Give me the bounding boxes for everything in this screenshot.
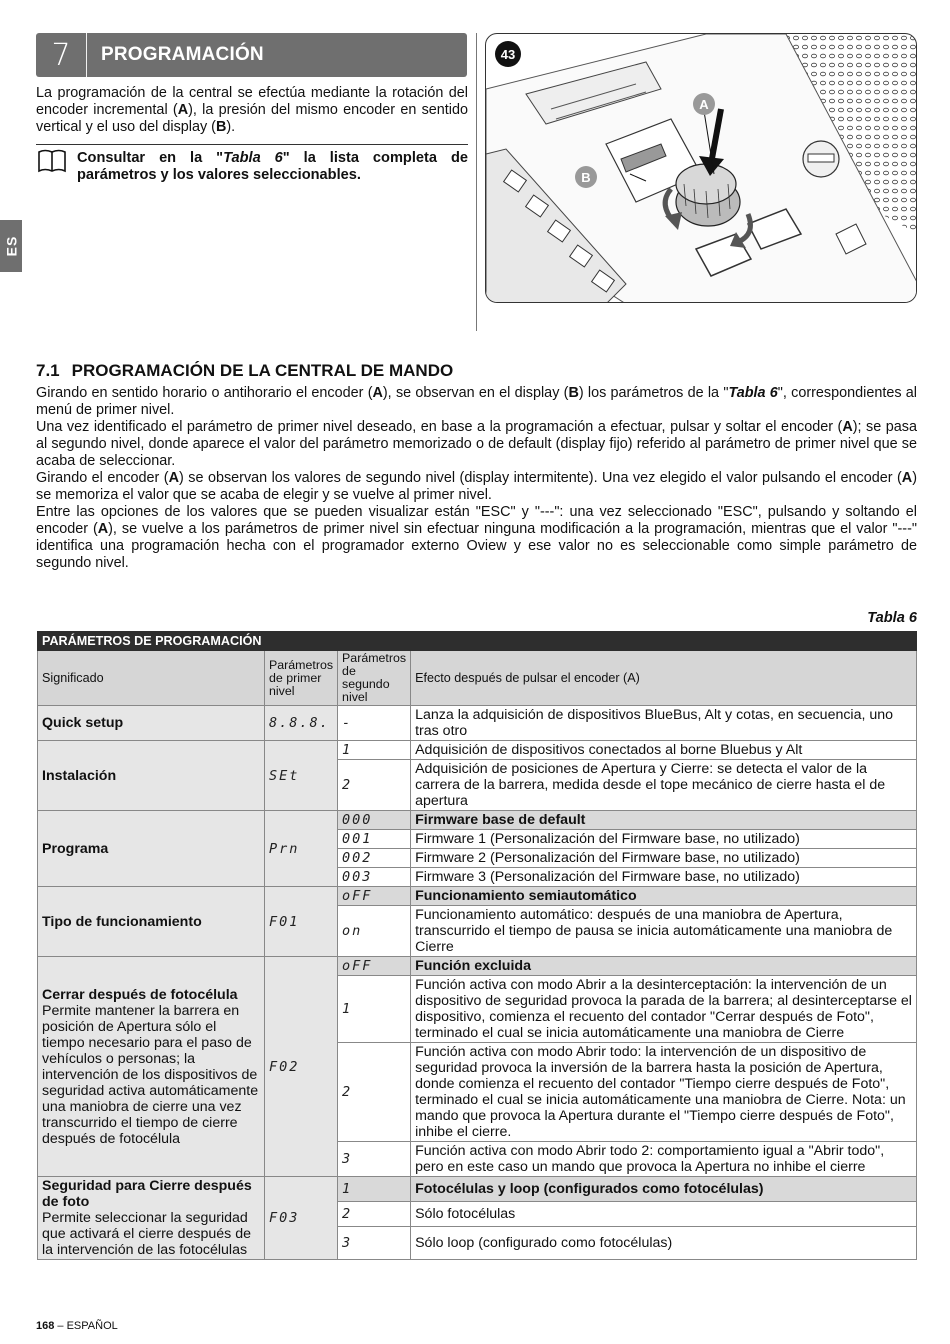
col-effect: Efecto después de pulsar el encoder (A) [411, 651, 917, 706]
param-effect: Sólo loop (configurado como fotocélulas) [411, 1227, 917, 1260]
param-effect: Firmware 2 (Personalización del Firmware base, no utilizado) [411, 849, 917, 868]
param-effect: Firmware 1 (Personalización del Firmware base, no utilizado) [411, 830, 917, 849]
param-value: 000 [338, 811, 411, 830]
param-name: Cerrar después de fotocélula Permite mantener la barrera en posición de Apertura sólo el tiempo necesario para el paso de vehículos o personas; la intervención de los dispositivos de seguridad activa automáticamente una maniobra de cierre una vez transcurrido el tiempo de cierre después de fotocélula [38, 957, 265, 1177]
param-value: 002 [338, 849, 411, 868]
param-value: 1 [338, 976, 411, 1043]
param-value: 1 [338, 1177, 411, 1202]
param-code: SEt [265, 741, 338, 811]
col-meaning: Significado [38, 651, 265, 706]
param-value: 2 [338, 1202, 411, 1227]
label-b: B [581, 170, 591, 185]
footer-language: – ESPAÑOL [57, 1320, 118, 1332]
param-value: 3 [338, 1227, 411, 1260]
param-name: Instalación [38, 741, 265, 811]
intro-paragraph: La programación de la central se efectúa mediante la rotación del encoder incremental (A), la presión del mismo encoder en sentido vertical y el uso del display (B). [36, 85, 468, 135]
table-row [38, 887, 917, 906]
param-effect: Fotocélulas y loop (configurados como fotocélulas) [411, 1177, 917, 1202]
param-value: 2 [338, 1043, 411, 1142]
table-caption: Tabla 6 [867, 610, 917, 626]
body-paragraph-4: Entre las opciones de los valores que se pueden visualizar están "ESC" y "---": una vez seleccionado "ESC", pulsando y soltando el encoder (A), se vuelve a los parámetros de primer nivel sin efectuar ninguna modificación a la programación, mientras que el valor "---" identifica una programación hecha con el programador externo Oview y ese valor no es seleccionable como simple parámetro de segundo nivel. [36, 504, 917, 571]
page-number: 168 [36, 1320, 55, 1332]
language-tab-label: ES [3, 235, 19, 257]
param-value: oFF [338, 887, 411, 906]
table-row [38, 811, 917, 830]
column-header-row [38, 651, 917, 706]
col-second-level: Parámetros de segundo nivel [338, 651, 411, 706]
page-footer [36, 1320, 118, 1332]
param-code: F03 [265, 1177, 338, 1260]
param-value: 003 [338, 868, 411, 887]
figure-43 [485, 33, 917, 303]
param-effect: Función excluida [411, 957, 917, 976]
param-name: Programa [38, 811, 265, 887]
param-value: on [338, 906, 411, 957]
table-row [38, 741, 917, 760]
param-code: 8.8.8. [265, 706, 338, 741]
param-description: Permite mantener la barrera en posición de Apertura sólo el tiempo necesario para el paso de vehículos o personas; la intervención de los dispositivos de seguridad activa automáticamente una maniobra de cierre una vez transcurrido el tiempo de cierre después de fotocélula [42, 1002, 259, 1147]
figure-number: 43 [500, 47, 516, 62]
param-value: 3 [338, 1142, 411, 1177]
table-row [38, 1177, 917, 1202]
note-text: Consultar en la "Tabla 6" la lista completa de parámetros y los valores seleccionables. [77, 150, 468, 183]
note-divider [36, 144, 468, 145]
param-effect: Firmware base de default [411, 811, 917, 830]
section-title: PROGRAMACIÓN [101, 44, 264, 65]
language-tab [0, 220, 22, 272]
param-value: 2 [338, 760, 411, 811]
param-value: 1 [338, 741, 411, 760]
parameters-table [37, 631, 917, 1260]
param-effect: Función activa con modo Abrir todo 2: comportamiento igual a "Abrir todo", pero en este caso un mando que provoca la Apertura no inhibe el cierre [411, 1142, 917, 1177]
column-divider [476, 33, 477, 331]
param-effect: Adquisición de posiciones de Apertura y Cierre: se detecta el valor de la carrera de la barrera, medida desde el tope mecánico de cierre hasta el de apertura [411, 760, 917, 811]
param-value: - [338, 706, 411, 741]
subsection-title: 7.1 PROGRAMACIÓN DE LA CENTRAL DE MANDO [36, 361, 454, 380]
param-effect: Función activa con modo Abrir todo: la intervención de un dispositivo de seguridad provoca la inversión de la barrera hasta la posición de Apertura, donde comienza el recuento del contador "Tiempo cierre después de Foto", terminado el cual se inicia automáticamente una maniobra de Cierre. Nota: un mando que provoca la Apertura durante el "Tiempo cierre después de Foto", inhibe el cierre. [411, 1043, 917, 1142]
param-name: Quick setup [38, 706, 265, 741]
param-code: F02 [265, 957, 338, 1177]
param-code: F01 [265, 887, 338, 957]
param-name: Seguridad para Cierre después de foto Permite seleccionar la seguridad que activará el cierre después de la intervención de las fotocélulas [38, 1177, 265, 1260]
body-text [36, 385, 917, 572]
manual-book-icon [37, 148, 67, 174]
encoder-illustration [486, 34, 917, 303]
table-header: PARÁMETROS DE PROGRAMACIÓN [38, 632, 917, 651]
body-paragraph-1: Girando en sentido horario o antihorario el encoder (A), se observan en el display (B) los parámetros de la "Tabla 6", correspondientes al menú de primer nivel. [36, 385, 917, 418]
section-number: 7 [51, 37, 71, 73]
table-header-row [38, 632, 917, 651]
param-effect: Lanza la adquisición de dispositivos BlueBus, Alt y cotas, en secuencia, uno tras otro [411, 706, 917, 741]
param-effect: Funcionamiento automático: después de una maniobra de Apertura, transcurrido el tiempo de pausa se inicia automáticamente una maniobra de Cierre [411, 906, 917, 957]
param-value: oFF [338, 957, 411, 976]
param-effect: Sólo fotocélulas [411, 1202, 917, 1227]
label-a: A [699, 97, 709, 112]
param-description: Permite seleccionar la seguridad que activará el cierre después de la intervención de las fotocélulas [42, 1210, 251, 1258]
param-effect: Función activa con modo Abrir a la desinterceptación: la intervención de un dispositivo de seguridad provoca la parada de la barrera; al desinterceptarse el dispositivo, comienza el recuento del contador "Cerrar después de Foto", terminado el cual se inicia automáticamente una maniobra de Cierre [411, 976, 917, 1043]
col-first-level: Parámetros de primer nivel [265, 651, 338, 706]
table-row [38, 957, 917, 976]
param-name: Tipo de funcionamiento [38, 887, 265, 957]
table-row [38, 706, 917, 741]
param-code: Prn [265, 811, 338, 887]
section-header-divider [86, 33, 87, 77]
param-value: 001 [338, 830, 411, 849]
body-paragraph-2: Una vez identificado el parámetro de primer nivel deseado, en base a la programación a efectuar, pulsar y soltar el encoder (A); se pasa al segundo nivel, donde aparece el valor del parámetro memorizado o de default (display fijo) referido al parámetro de primer nivel que se acaba de seleccionar. [36, 419, 917, 469]
body-paragraph-3: Girando el encoder (A) se observan los valores de segundo nivel (display intermitente). Una vez elegido el valor pulsando el encoder (A) se memoriza el valor que se acaba de elegir y se vuelve al primer nivel. [36, 470, 917, 503]
param-effect: Firmware 3 (Personalización del Firmware base, no utilizado) [411, 868, 917, 887]
section-header [36, 33, 467, 77]
param-effect: Adquisición de dispositivos conectados al borne Bluebus y Alt [411, 741, 917, 760]
param-effect: Funcionamiento semiautomático [411, 887, 917, 906]
